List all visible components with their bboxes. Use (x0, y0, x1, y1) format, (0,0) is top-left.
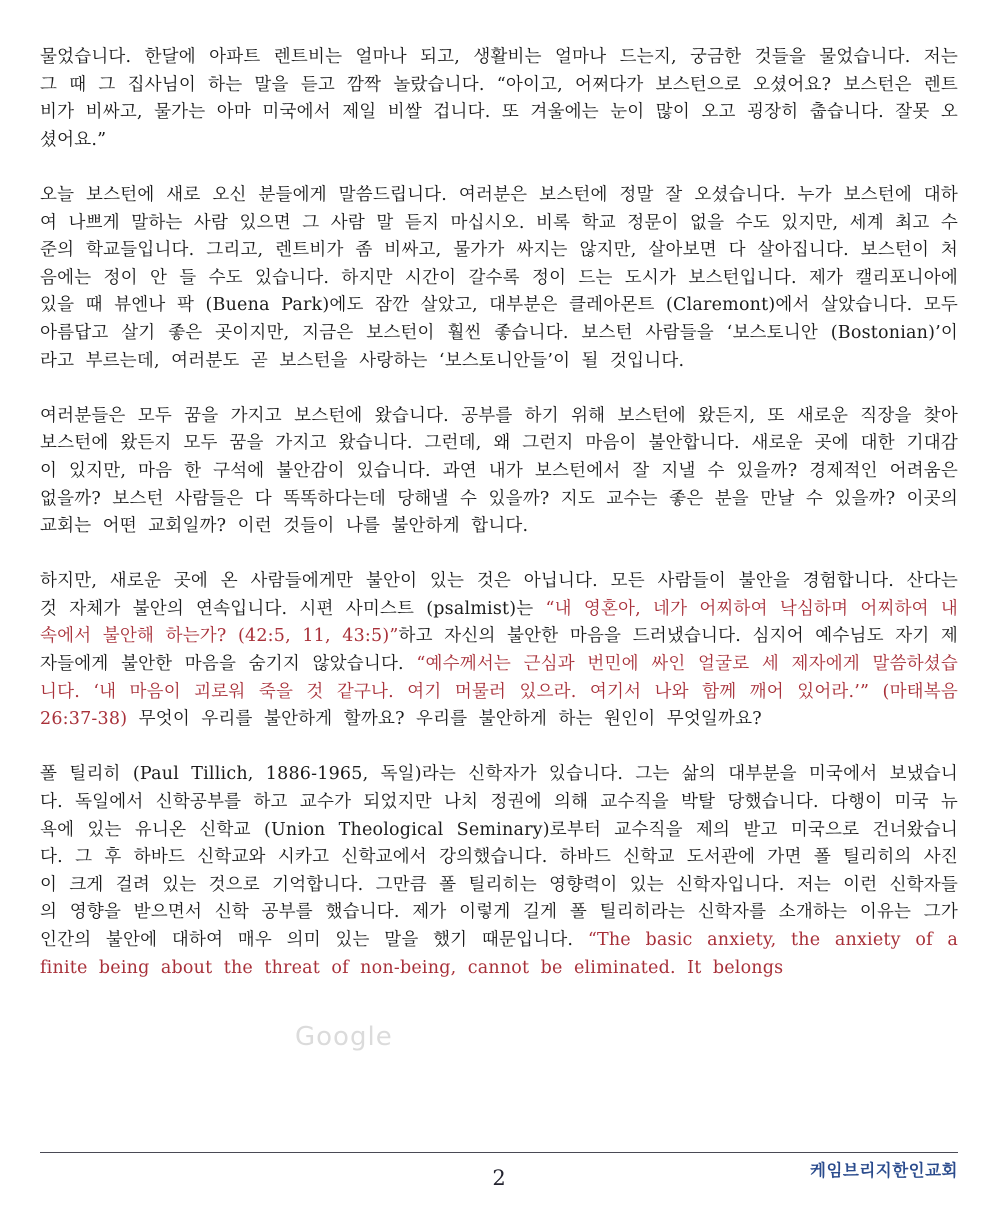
paragraph (40, 568, 958, 734)
church-name: 케임브리지한인교회 (810, 1161, 958, 1180)
document-body (40, 44, 958, 982)
text-segment: 무엇이 우리를 불안하게 할까요? 우리를 불안하게 하는 원인이 무엇일까요? (127, 709, 762, 730)
footer-divider (40, 1152, 958, 1153)
text-segment: 하고 자신의 불안한 마음을 드러냈습니다. 심지어 예수님도 자기 제자들에게 불안한 마음을 숨기지 않았습니다. (40, 626, 959, 675)
quote-text-segment: “예수께서는 근심과 번민에 싸인 얼굴로 세 제자에게 말씀하셨습니다. ‘내 마음이 괴로워 죽을 것 같구나. 여기 머물러 있으라. 여기서 나와 함께 깨어 있어라.’” (마태복음 26:37-38) (40, 654, 959, 730)
page-footer (40, 1152, 958, 1190)
paragraph (40, 44, 958, 154)
quote-text-segment: “내 영혼아, 네가 어찌하여 낙심하며 어찌하여 내 속에서 불안해 하는가? (42:5, 11, 43:5)” (40, 598, 958, 647)
quote-text-segment: “The basic anxiety, the anxiety of a finite being about the threat of non-being, cannot be eliminated. It belongs (40, 930, 958, 978)
text-segment: 오늘 보스턴에 새로 오신 분들에게 말씀드립니다. 여러분은 보스턴에 정말 잘 오셨습니다. 누가 보스턴에 대하여 나쁘게 말하는 사람 있으면 그 사람 말 듣지 마십시오. 비록 학교 정문이 없을 수도 있지만, 세계 최고 수준의 학교들입니다. 그리고, 렌트비가 좀 비싸고, 물가가 싸지는 않지만, 살아보면 다 살아집니다. 보스턴이 처음에는 정이 안 들 수도 있습니다. 하지만 시간이 갈수록 정이 드는 도시가 보스턴입니다. 제가 캘리포니아에 있을 때 뷰엔나 팍 (Buena Park)에도 잠깐 살았고, 대부분은 클레아몬트 (Claremont)에서 살았습니다. 모두 아름답고 살기 좋은 곳이지만, 지금은 보스턴이 훨씬 좋습니다. 보스턴 사람들을 ‘보스토니안 (Bostonian)’이라고 부르는데, 여러분도 곧 보스턴을 사랑하는 ‘보스토니안들’이 될 것입니다. (40, 184, 958, 371)
text-segment: 폴 틸리히 (Paul Tillich, 1886-1965, 독일)라는 신학자가 있습니다. 그는 삶의 대부분을 미국에서 보냈습니다. 독일에서 신학공부를 하고 교수가 되었지만 나치 정권에 의해 교수직을 박탈 당했습니다. 다행이 미국 뉴욕에 있는 유니온 신학교 (Union Theological Seminary)로부터 교수직을 제의 받고 미국으로 건너왔습니다. 그 후 하바드 신학교와 시카고 신학교에서 강의했습니다. 하바드 신학교 도서관에 가면 폴 틸리히의 사진이 크게 걸려 있는 것으로 기억합니다. 그만큼 폴 틸리히는 영향력이 있는 신학자입니다. 저는 이런 신학자들의 영향을 받으면서 신학 공부를 했습니다. 제가 이렇게 길게 폴 틸리히라는 신학자를 소개하는 이유는 그가 인간의 불안에 대하여 매우 의미 있는 말을 했기 때문입니다. (40, 764, 958, 950)
page-number: 2 (492, 1166, 506, 1190)
google-watermark: Google (295, 1022, 393, 1052)
paragraph (40, 182, 958, 375)
text-segment: 물었습니다. 한달에 아파트 렌트비는 얼마나 되고, 생활비는 얼마나 드는지, 궁금한 것들을 물었습니다. 저는 그 때 그 집사님이 하는 말을 듣고 깜짝 놀랐습니다. “아이고, 어쩌다가 보스턴으로 오셨어요? 보스턴은 렌트비가 비싸고, 물가는 아마 미국에서 제일 비쌀 겁니다. 또 겨울에는 눈이 많이 오고 굉장히 춥습니다. 잘못 오셨어요.” (40, 47, 958, 150)
text-segment: 여러분들은 모두 꿈을 가지고 보스턴에 왔습니다. 공부를 하기 위해 보스턴에 왔든지, 또 새로운 직장을 찾아 보스턴에 왔든지 모두 꿈을 가지고 왔습니다. 그런데, 왜 그런지 마음이 불안합니다. 새로운 곳에 대한 기대감이 있지만, 마음 한 구석에 불안감이 있습니다. 과연 내가 보스턴에서 잘 지낼 수 있을까? 경제적인 어려움은 없을까? 보스턴 사람들은 다 똑똑하다는데 당해낼 수 있을까? 지도 교수는 좋은 분을 만날 수 있을까? 이곳의 교회는 어떤 교회일까? 이런 것들이 나를 불안하게 합니다. (40, 405, 958, 537)
text-segment: 하지만, 새로운 곳에 온 사람들에게만 불안이 있는 것은 아닙니다. 모든 사람들이 불안을 경험합니다. 산다는 것 자체가 불안의 연속입니다. 시편 사미스트 (psalmist)는 (40, 571, 958, 619)
paragraph (40, 403, 958, 541)
paragraph (40, 761, 958, 982)
